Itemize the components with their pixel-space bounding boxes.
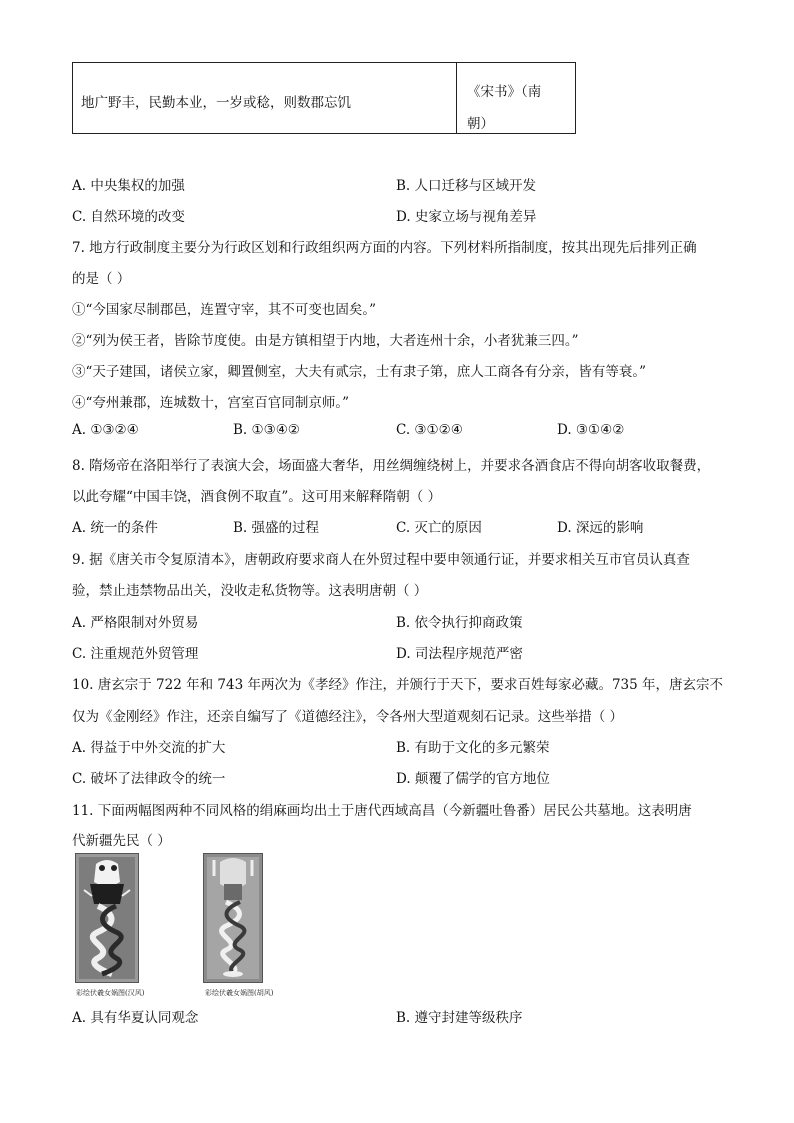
q8-option-a[interactable]: A. 统一的条件 bbox=[72, 520, 158, 536]
q6-option-b[interactable]: B. 人口迁移与区域开发 bbox=[396, 178, 537, 194]
q7-option-d[interactable]: D. ③①④② bbox=[557, 422, 625, 438]
q8-option-c[interactable]: C. 灭亡的原因 bbox=[396, 520, 482, 536]
table-divider bbox=[456, 63, 457, 133]
q9-option-d[interactable]: D. 司法程序规范严密 bbox=[396, 646, 523, 662]
image-caption-hu: 彩绘伏羲女娲图(胡风) bbox=[205, 989, 274, 997]
table-source-line2: 朝） bbox=[467, 116, 494, 132]
q10-stem-line1: 10. 唐玄宗于 722 年和 743 年两次为《孝经》作注，并颁行于天下，要求百姓每家必藏。735 年，唐玄宗不 bbox=[72, 677, 724, 693]
q8-option-d[interactable]: D. 深远的影响 bbox=[557, 520, 644, 536]
fuxi-nuwa-painting-hu bbox=[203, 853, 263, 983]
fuxi-nuwa-han-figure bbox=[76, 854, 138, 982]
q7-option-b[interactable]: B. ①③④② bbox=[233, 422, 300, 438]
q11-option-a[interactable]: A. 具有华夏认同观念 bbox=[72, 1010, 199, 1026]
q11-stem-line1: 11. 下面两幅图两种不同风格的绢麻画均出土于唐代西域高昌（今新疆吐鲁番）居民公共墓地。这表明唐 bbox=[72, 803, 692, 819]
q7-stem-line1: 7. 地方行政制度主要分为行政区划和行政组织两方面的内容。下列材料所指制度，按其出现先后排列正确 bbox=[72, 240, 697, 256]
q10-stem-line2: 仅为《金刚经》作注，还亲自编写了《道德经注》，令各州大型道观刻石记录。这些举措（ ） bbox=[72, 709, 624, 725]
q6-option-c[interactable]: C. 自然环境的改变 bbox=[72, 209, 185, 225]
q10-option-b[interactable]: B. 有助于文化的多元繁荣 bbox=[396, 740, 550, 756]
q8-stem-line2: 以此夸耀“中国丰饶，酒食例不取直”。这可用来解释隋朝（ ） bbox=[72, 489, 442, 505]
q10-option-a[interactable]: A. 得益于中外交流的扩大 bbox=[72, 740, 226, 756]
q7-item-3: ③“天子建国，诸侯立家，卿置侧室，大夫有贰宗，士有隶子第，庶人工商各有分亲，皆有等衰。” bbox=[72, 364, 647, 380]
image-caption-han: 彩绘伏羲女娲图(汉风) bbox=[76, 989, 145, 997]
fuxi-nuwa-painting-han bbox=[75, 853, 139, 983]
q10-option-d[interactable]: D. 颠覆了儒学的官方地位 bbox=[396, 771, 550, 787]
fuxi-nuwa-hu-figure bbox=[204, 854, 262, 982]
q7-option-c[interactable]: C. ③①②④ bbox=[396, 422, 463, 438]
table-source-line1: 《宋书》（南 bbox=[467, 84, 542, 100]
q8-option-b[interactable]: B. 强盛的过程 bbox=[233, 520, 320, 536]
q6-option-d[interactable]: D. 史家立场与视角差异 bbox=[396, 209, 537, 225]
q7-item-2: ②“列为侯王者，皆除节度使。由是方镇相望于内地，大者连州十余，小者犹兼三四。” bbox=[72, 333, 579, 349]
q9-stem-line2: 验，禁止违禁物品出关，没收走私货物等。这表明唐朝（ ） bbox=[72, 583, 428, 599]
q11-stem-line2: 代新疆先民（ ） bbox=[72, 833, 171, 849]
table-cell-quote: 地广野丰，民勤本业，一岁或稔，则数郡忘饥 bbox=[81, 95, 351, 111]
q6-option-a[interactable]: A. 中央集权的加强 bbox=[72, 178, 185, 194]
q7-option-a[interactable]: A. ①③②④ bbox=[72, 422, 139, 438]
q10-option-c[interactable]: C. 破坏了法律政令的统一 bbox=[72, 771, 226, 787]
q7-item-1: ①“今国家尽制郡邑，连置守宰，其不可变也固矣。” bbox=[72, 302, 377, 318]
q11-option-b[interactable]: B. 遵守封建等级秩序 bbox=[396, 1010, 523, 1026]
q8-stem-line1: 8. 隋炀帝在洛阳举行了表演大会，场面盛大奢华，用丝绸缠绕树上，并要求各酒食店不得向胡客收取餐费， bbox=[72, 458, 711, 474]
q9-option-b[interactable]: B. 依令执行抑商政策 bbox=[396, 615, 523, 631]
table-cell-source bbox=[467, 76, 567, 140]
q9-option-a[interactable]: A. 严格限制对外贸易 bbox=[72, 615, 199, 631]
q7-stem-line2: 的是（ ） bbox=[72, 271, 131, 287]
q7-item-4: ④“夸州兼郡，连城数十，宫室百官同制京师。” bbox=[72, 395, 350, 411]
q9-stem-line1: 9. 据《唐关市令复原清本》，唐朝政府要求商人在外贸过程中要申领通行证，并要求相关互市官员认真查 bbox=[72, 552, 690, 568]
q9-option-c[interactable]: C. 注重规范外贸管理 bbox=[72, 646, 199, 662]
source-table bbox=[72, 62, 576, 134]
